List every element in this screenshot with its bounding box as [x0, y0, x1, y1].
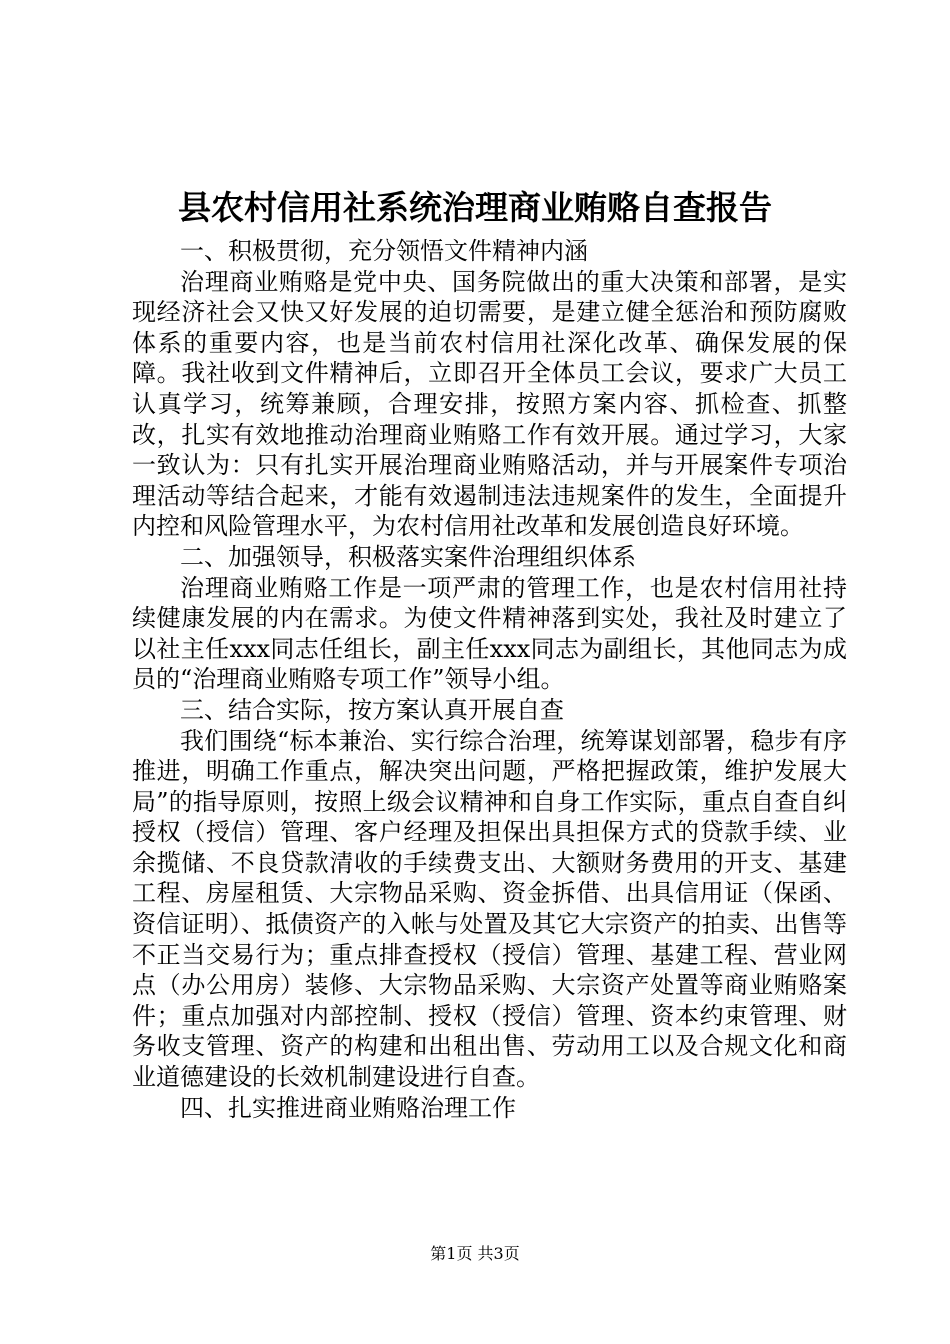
section-paragraph-2: 治理商业贿赂工作是一项严肃的管理工作，也是农村信用社持续健康发展的内在需求。为使文件精神落到实处，我社及时建立了以社主任xxx同志任组长，副主任xxx同志为副组长，其他同志为成员的“治理商业贿赂专项工作”领导小组。 — [132, 573, 847, 694]
page-footer: 第1页 共3页 — [430, 1244, 520, 1263]
section-heading-4: 四、扎实推进商业贿赂治理工作 — [180, 1093, 516, 1122]
section-heading-1: 一、积极贯彻，充分领悟文件精神内涵 — [180, 237, 588, 265]
section-paragraph-3: 我们围绕“标本兼治、实行综合治理，统筹谋划部署，稳步有序推进，明确工作重点，解决突出问题，严格把握政策，维护发展大局”的指导原则，按照上级会议精神和自身工作实际，重点自查自纠授权（授信）管理、客户经理及担保出具担保方式的贷款手续、业余揽储、不良贷款清收的手续费支出、大额财务费用的开支、基建工程、房屋租赁、大宗物品采购、资金拆借、出具信用证（保函、资信证明）、抵债资产的入帐与处置及其它大宗资产的拍卖、出售等不正当交易行为；重点排查授权（授信）管理、基建工程、营业网点（办公用房）装修、大宗物品采购、大宗资产处置等商业贿赂案件；重点加强对内部控制、授权（授信）管理、资本约束管理、财务收支管理、资产的构建和出租出售、劳动用工以及合规文化和商业道德建设的长效机制建设进行自查。 — [132, 726, 847, 1092]
section-paragraph-1: 治理商业贿赂是党中央、国务院做出的重大决策和部署，是实现经济社会又快又好发展的迫切需要，是建立健全惩治和预防腐败体系的重要内容，也是当前农村信用社深化改革、确保发展的保障。我社收到文件精神后，立即召开全体员工会议，要求广大员工认真学习，统筹兼顾，合理安排，按照方案内容、抓检查、抓整改，扎实有效地推动治理商业贿赂工作有效开展。通过学习，大家一致认为：只有扎实开展治理商业贿赂活动，并与开展案件专项治理活动等结合起来，才能有效遏制违法违规案件的发生，全面提升内控和风险管理水平，为农村信用社改革和发展创造良好环境。 — [132, 267, 847, 541]
document-title: 县农村信用社系统治理商业贿赂自查报告 — [178, 188, 772, 227]
section-heading-2: 二、加强领导，积极落实案件治理组织体系 — [180, 542, 636, 571]
section-heading-3: 三、结合实际，按方案认真开展自查 — [180, 695, 564, 724]
document-body — [132, 236, 847, 1123]
